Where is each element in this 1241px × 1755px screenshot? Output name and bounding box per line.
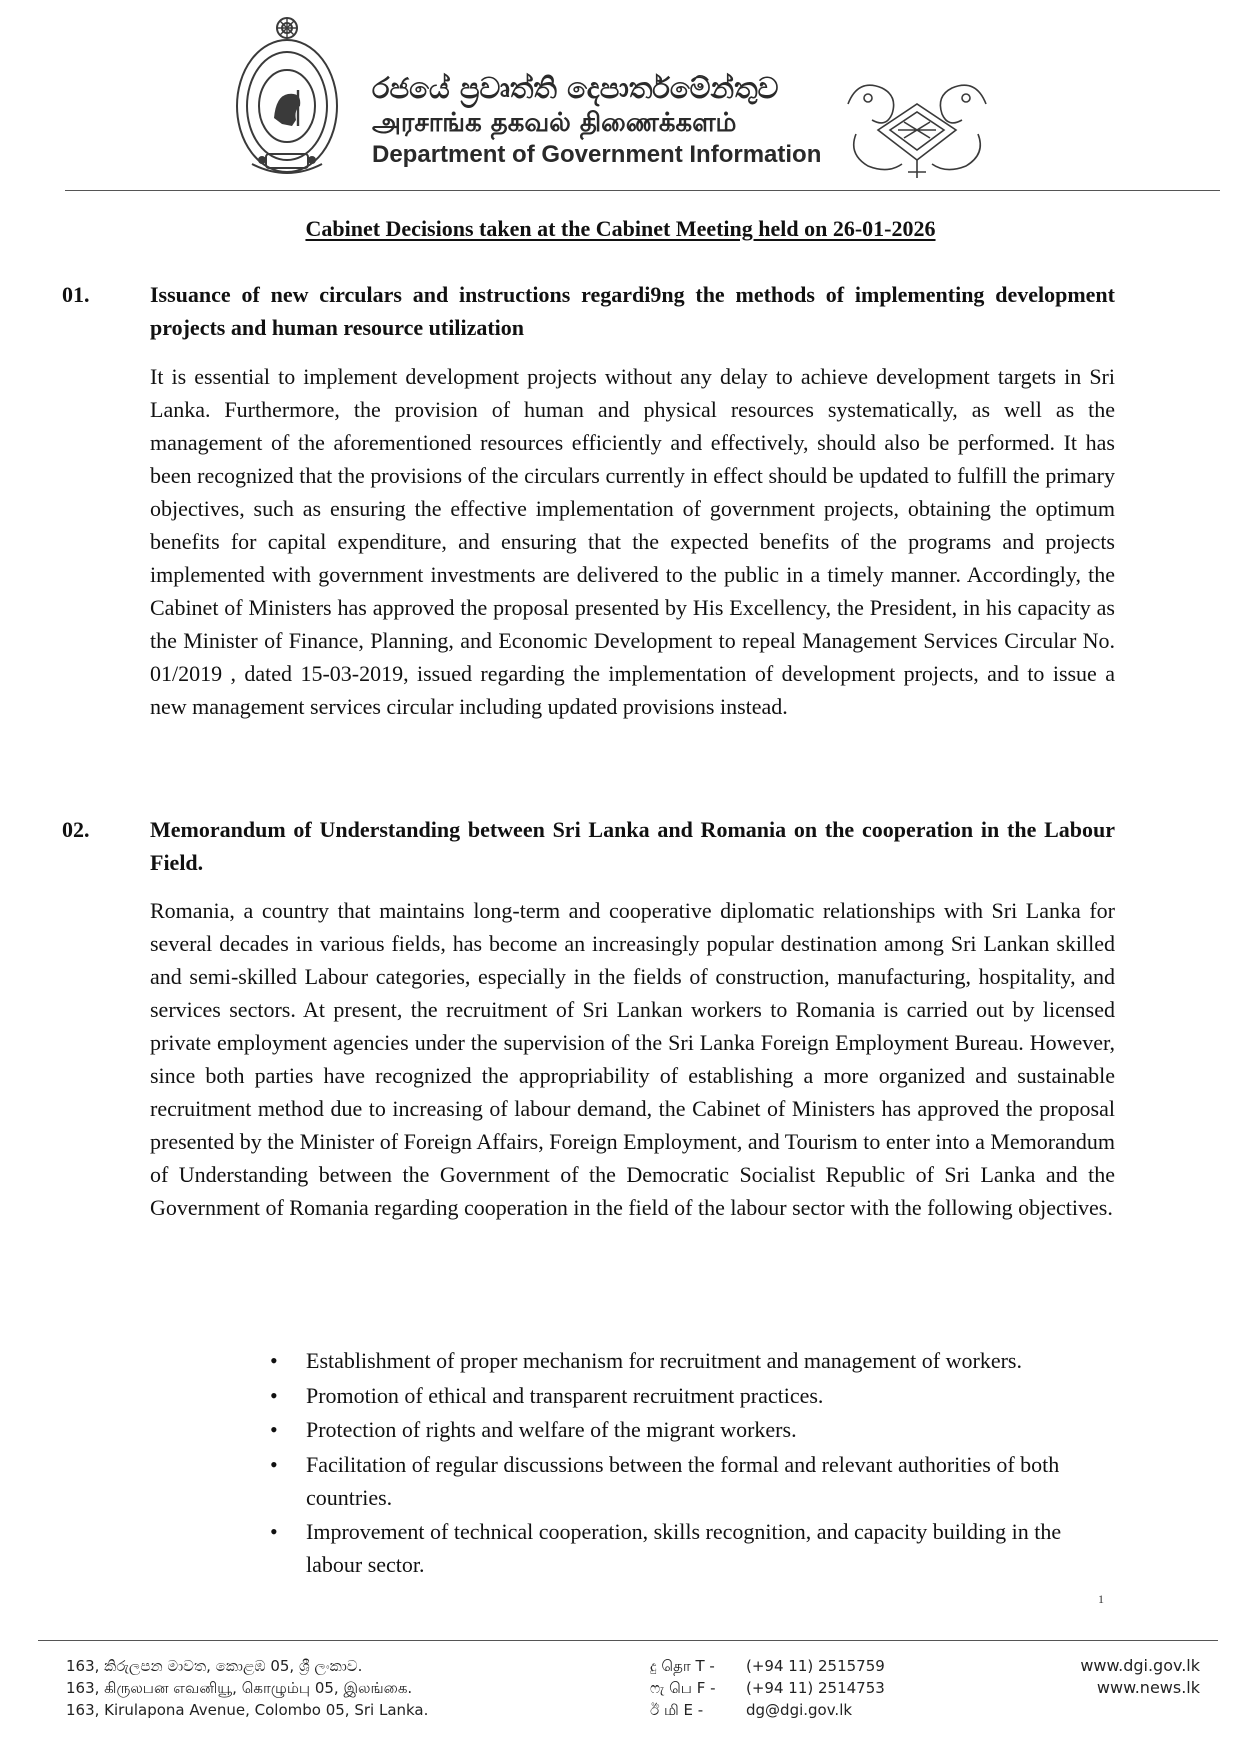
list-item-text: Improvement of technical cooperation, skills recognition, and capacity building in the labour sector. — [306, 1519, 1062, 1577]
email-label: ඊ மி E - — [650, 1701, 704, 1719]
fax-row — [650, 1677, 970, 1699]
section-body: Romania, a country that maintains long-term and cooperative diplomatic relationships with Sri Lanka for several decades in various fields, has become an increasingly popular destination among Sri Lankan skilled and semi-skilled Labour categories, especially in the fields of construction, manufacturing, hospitality, and services sectors. At present, the recruitment of Sri Lankan workers to Romania is carried out by licensed private employment agencies under the supervision of the Sri Lanka Foreign Employment Bureau. However, since both parties have recognized the appropriability of establishing a more organized and sustainable recruitment method due to increasing of labour demand, the Cabinet of Ministers has approved the proposal presented by the Minister of Foreign Affairs, Foreign Employment, and Tourism to enter into a Memorandum of Understanding between the Government of the Democratic Socialist Republic of Sri Lanka and the Government of Romania regarding cooperation in the field of the labour sector with the following objectives. — [150, 898, 1115, 1220]
email-row — [650, 1699, 970, 1721]
section-body: It is essential to implement development projects without any delay to achieve development targets in Sri Lanka. Furthermore, the provision of human and physical resources systematically, as well as the management of the aforementioned resources efficiently and effectively, should also be performed. It has been recognized that the provisions of the circulars currently in effect should be updated to fulfill the primary objectives, such as ensuring the effective implementation of government projects, obtaining the optimum benefits for capital expenditure, and ensuring that the expected benefits of the programs and projects implemented with government investments are delivered to the public in a timely manner. Accordingly, the Cabinet of Ministers has approved the proposal presented by His Excellency, the President, in his capacity as the Minister of Finance, Planning, and Economic Development to repeal Management Services Circular No. 01/2019 , dated 15-03-2019, issued regarding the implementation of development projects, and to issue a new management services circular including updated provisions instead. — [150, 364, 1115, 719]
bullet-icon: • — [270, 1348, 278, 1373]
list-item — [270, 1379, 1115, 1412]
letterhead — [0, 0, 1241, 190]
fax-label: ෆැ பெ F - — [650, 1679, 716, 1697]
list-item — [270, 1515, 1115, 1581]
list-item-text: Protection of rights and welfare of the migrant workers. — [306, 1417, 797, 1442]
bullet-icon: • — [270, 1382, 278, 1408]
traditional-ornament-icon — [838, 74, 996, 180]
footer-contact — [650, 1655, 970, 1721]
address-english: 163, Kirulapona Avenue, Colombo 05, Sri Lanka. — [66, 1701, 429, 1719]
bullet-icon: • — [270, 1519, 278, 1544]
section-heading: Issuance of new circulars and instructions regardi9ng the methods of implementing development projects and human resource utilization — [150, 282, 1115, 340]
fax-number: (+94 11) 2514753 — [746, 1679, 885, 1697]
footer-divider — [38, 1640, 1218, 1641]
department-name-block — [372, 70, 842, 170]
bullet-icon: • — [270, 1451, 278, 1477]
email-link[interactable]: dg@dgi.gov.lk — [746, 1701, 853, 1719]
phone-number[interactable]: (+94 11) 2515759 — [746, 1657, 885, 1675]
department-name-sinhala: රජයේ ප්‍රවෘත්ති දෙපාර්තමේන්තුව — [372, 71, 779, 105]
list-item-text: Establishment of proper mechanism for recruitment and management of workers. — [306, 1348, 1022, 1373]
sri-lanka-emblem-icon — [232, 14, 342, 182]
section-number: 01. — [62, 282, 90, 307]
department-name-tamil: அரசாங்க தகவல் திணைக்களம் — [372, 108, 737, 138]
footer-websites — [1000, 1655, 1200, 1699]
section-heading: Memorandum of Understanding between Sri Lanka and Romania on the cooperation in the Labour Field. — [150, 817, 1115, 875]
section-number: 02. — [62, 817, 90, 842]
website-link-news[interactable]: www.news.lk — [1096, 1678, 1200, 1697]
address-tamil: 163, கிருலபன எவனியூ, கொழும்பு 05, இலங்கை. — [66, 1679, 413, 1697]
bullet-icon: • — [270, 1417, 278, 1442]
document-title: Cabinet Decisions taken at the Cabinet Meeting held on 26-01-2026 — [305, 216, 936, 241]
website-link-dgi[interactable]: www.dgi.gov.lk — [1080, 1656, 1200, 1675]
department-name-english: Department of Government Information — [372, 141, 822, 168]
header-divider — [65, 190, 1220, 191]
phone-row — [650, 1655, 970, 1677]
footer-address — [66, 1655, 526, 1721]
phone-label: දු தொ T - — [650, 1657, 715, 1675]
list-item — [270, 1413, 1115, 1446]
list-item-text: Facilitation of regular discussions between the formal and relevant authorities of both countries. — [306, 1451, 1060, 1510]
list-item — [270, 1448, 1115, 1514]
page-number: 1 — [1098, 1592, 1104, 1606]
address-sinhala: 163, කිරුලපන මාවත, කොළඹ 05, ශ්‍රී ලංකාව. — [66, 1657, 363, 1675]
list-item-text: Promotion of ethical and transparent recruitment practices. — [306, 1382, 824, 1408]
list-item — [270, 1344, 1115, 1377]
objectives-list — [270, 1344, 1115, 1583]
